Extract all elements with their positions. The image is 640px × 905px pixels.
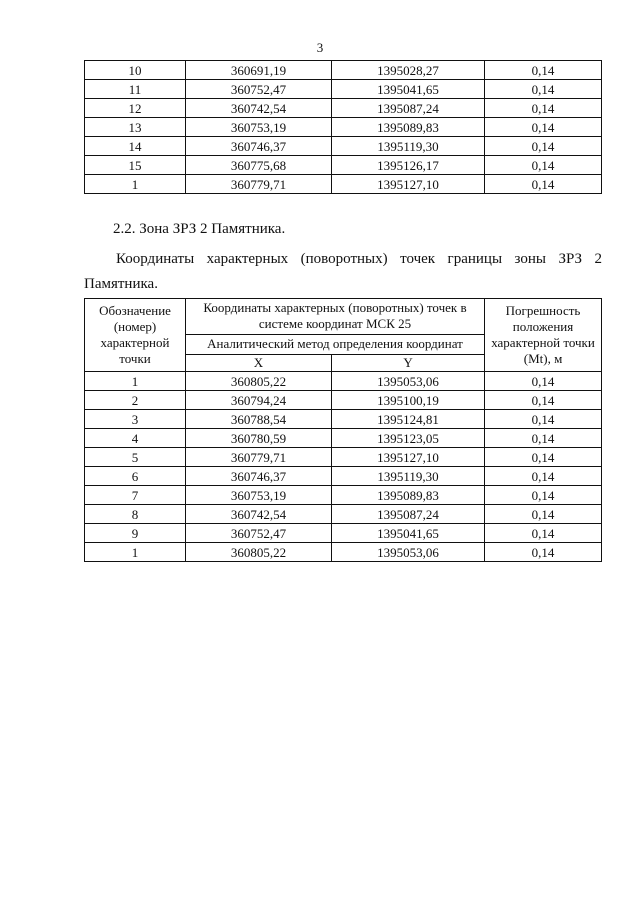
y-coordinate-cell: 1395089,83 — [332, 118, 485, 137]
table-row — [85, 467, 602, 486]
x-coordinate-cell: 360752,47 — [186, 80, 332, 99]
y-coordinate-cell: 1395089,83 — [332, 486, 485, 505]
y-coordinate-cell: 1395053,06 — [332, 372, 485, 391]
table-row — [85, 118, 602, 137]
table-row — [85, 524, 602, 543]
table-row — [85, 391, 602, 410]
method-header: Аналитический метод определения координат — [186, 334, 485, 354]
x-coordinate-cell: 360775,68 — [186, 156, 332, 175]
error-cell: 0,14 — [485, 118, 602, 137]
x-coordinate-cell: 360742,54 — [186, 505, 332, 524]
y-coordinate-cell: 1395100,19 — [332, 391, 485, 410]
error-cell: 0,14 — [485, 61, 602, 80]
point-number-cell: 12 — [85, 99, 186, 118]
table-row — [85, 372, 602, 391]
error-cell: 0,14 — [485, 372, 602, 391]
error-cell: 0,14 — [485, 80, 602, 99]
y-coordinate-cell: 1395028,27 — [332, 61, 485, 80]
point-number-cell: 1 — [85, 543, 186, 562]
coordinates-group-header: Координаты характерных (поворотных) точек в системе координат МСК 25 — [186, 299, 485, 335]
y-coordinate-cell: 1395041,65 — [332, 80, 485, 99]
x-coordinate-cell: 360752,47 — [186, 524, 332, 543]
table-row — [85, 175, 602, 194]
error-cell: 0,14 — [485, 429, 602, 448]
error-cell: 0,14 — [485, 467, 602, 486]
x-coordinate-cell: 360746,37 — [186, 467, 332, 486]
table-row — [85, 410, 602, 429]
x-coordinate-cell: 360691,19 — [186, 61, 332, 80]
error-cell: 0,14 — [485, 524, 602, 543]
point-number-cell: 11 — [85, 80, 186, 99]
y-coordinate-cell: 1395041,65 — [332, 524, 485, 543]
x-coordinate-cell: 360805,22 — [186, 543, 332, 562]
x-coordinate-cell: 360742,54 — [186, 99, 332, 118]
zrz2-table-body — [85, 372, 602, 562]
point-number-cell: 1 — [85, 175, 186, 194]
coordinates-table-continued — [84, 60, 602, 194]
coordinates-table-body — [85, 61, 602, 194]
y-coordinate-cell: 1395119,30 — [332, 137, 485, 156]
x-coordinate-cell: 360788,54 — [186, 410, 332, 429]
table-row — [85, 505, 602, 524]
y-coordinate-cell: 1395119,30 — [332, 467, 485, 486]
point-number-cell: 8 — [85, 505, 186, 524]
point-number-cell: 9 — [85, 524, 186, 543]
error-cell: 0,14 — [485, 486, 602, 505]
point-number-cell: 14 — [85, 137, 186, 156]
error-cell: 0,14 — [485, 137, 602, 156]
y-column-header: Y — [332, 354, 485, 371]
x-coordinate-cell: 360753,19 — [186, 486, 332, 505]
error-cell: 0,14 — [485, 410, 602, 429]
x-coordinate-cell: 360780,59 — [186, 429, 332, 448]
table-row — [85, 486, 602, 505]
table-row — [85, 137, 602, 156]
y-coordinate-cell: 1395127,10 — [332, 175, 485, 194]
section-heading: 2.2. Зона ЗРЗ 2 Памятника. — [113, 221, 286, 237]
error-cell: 0,14 — [485, 543, 602, 562]
x-coordinate-cell: 360805,22 — [186, 372, 332, 391]
table-row — [85, 448, 602, 467]
table-row — [85, 99, 602, 118]
y-coordinate-cell: 1395124,81 — [332, 410, 485, 429]
x-coordinate-cell: 360746,37 — [186, 137, 332, 156]
y-coordinate-cell: 1395127,10 — [332, 448, 485, 467]
table-row — [85, 543, 602, 562]
page-number: 3 — [316, 40, 324, 55]
error-cell: 0,14 — [485, 391, 602, 410]
point-number-cell: 3 — [85, 410, 186, 429]
x-coordinate-cell: 360779,71 — [186, 448, 332, 467]
zrz2-coordinates-table — [84, 298, 602, 562]
error-cell: 0,14 — [485, 99, 602, 118]
table-row — [85, 156, 602, 175]
paragraph-line-2: Памятника. — [84, 276, 158, 292]
y-coordinate-cell: 1395123,05 — [332, 429, 485, 448]
point-number-cell: 4 — [85, 429, 186, 448]
error-cell: 0,14 — [485, 505, 602, 524]
table-row — [85, 80, 602, 99]
table-row — [85, 429, 602, 448]
point-column-header: Обозначение (номер) характерной точки — [85, 299, 186, 372]
error-cell: 0,14 — [485, 156, 602, 175]
x-coordinate-cell: 360779,71 — [186, 175, 332, 194]
point-number-cell: 2 — [85, 391, 186, 410]
point-number-cell: 6 — [85, 467, 186, 486]
y-coordinate-cell: 1395087,24 — [332, 505, 485, 524]
x-coordinate-cell: 360753,19 — [186, 118, 332, 137]
y-coordinate-cell: 1395087,24 — [332, 99, 485, 118]
table-row — [85, 61, 602, 80]
x-column-header: X — [186, 354, 332, 371]
error-column-header: Погрешность положения характерной точки (Mt), м — [485, 299, 602, 372]
error-cell: 0,14 — [485, 175, 602, 194]
y-coordinate-cell: 1395126,17 — [332, 156, 485, 175]
point-number-cell: 5 — [85, 448, 186, 467]
paragraph-line-1: Координаты характерных (поворотных) точек границы зоны ЗРЗ 2 — [116, 251, 602, 267]
point-number-cell: 15 — [85, 156, 186, 175]
point-number-cell: 10 — [85, 61, 186, 80]
point-number-cell: 7 — [85, 486, 186, 505]
error-cell: 0,14 — [485, 448, 602, 467]
x-coordinate-cell: 360794,24 — [186, 391, 332, 410]
point-number-cell: 1 — [85, 372, 186, 391]
y-coordinate-cell: 1395053,06 — [332, 543, 485, 562]
point-number-cell: 13 — [85, 118, 186, 137]
